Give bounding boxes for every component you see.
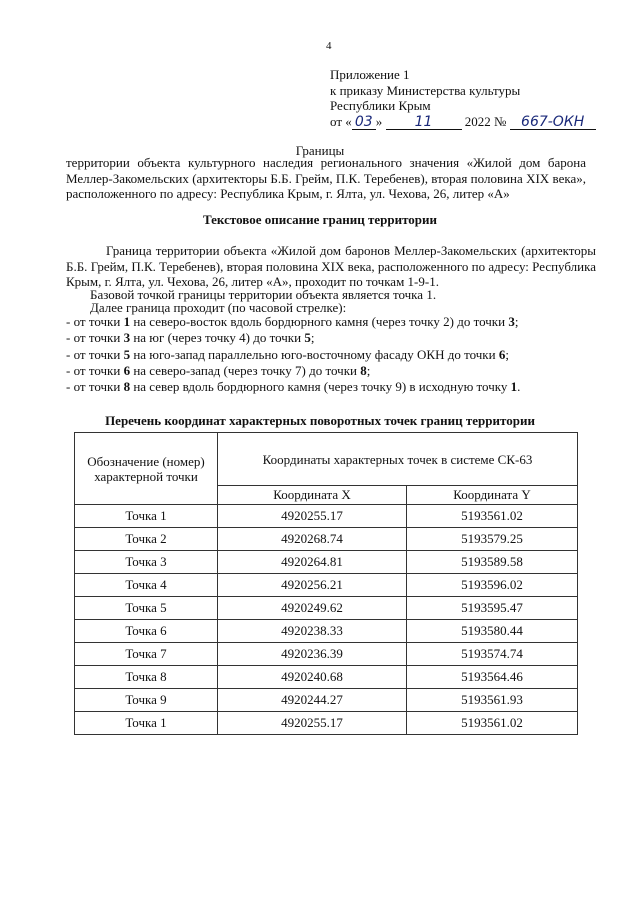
coordinate-x-cell: 4920236.39 — [218, 643, 407, 666]
coordinates-table — [74, 432, 578, 735]
coordinate-y-cell: 5193580.44 — [407, 620, 578, 643]
point-cell: Точка 9 — [75, 689, 218, 712]
list-item: - от точки 8 на север вдоль бордюрного камня (через точку 9) в исходную точку 1. — [66, 379, 521, 395]
coordinate-x-cell: 4920256.21 — [218, 574, 407, 597]
point-cell: Точка 3 — [75, 551, 218, 574]
page-number: 4 — [326, 40, 332, 52]
list-item: - от точки 3 на юг (через точку 4) до точки 5; — [66, 330, 315, 346]
coordinate-x-cell: 4920244.27 — [218, 689, 407, 712]
table-row — [75, 551, 578, 574]
date-mid: » — [375, 113, 383, 129]
list-item: - от точки 1 на северо-восток вдоль бордюрного камня (через точку 2) до точки 3; — [66, 314, 519, 329]
coordinate-y-cell: 5193561.02 — [407, 712, 578, 735]
coordinate-x-cell: 4920255.17 — [218, 505, 407, 528]
table-row — [75, 620, 578, 643]
coordinate-y-cell: 5193561.02 — [407, 505, 578, 528]
point-cell: Точка 6 — [75, 620, 218, 643]
table-row — [75, 574, 578, 597]
coordinate-y-cell: 5193595.47 — [407, 597, 578, 620]
coordinate-x-cell: 4920240.68 — [218, 666, 407, 689]
header-point-designation: Обозначение (номер) характерной точки — [75, 433, 218, 505]
appendix-line-1: Приложение 1 — [330, 67, 410, 82]
table-row — [75, 666, 578, 689]
appendix-line-3: Республики Крым — [330, 98, 431, 113]
document-subtitle: территории объекта культурного наследия регионального значения «Жилой дом барона Меллер-Закомельских (архитекторы Б.Б. Грейм, П.К. Теребенев), вторая половина XIX века», расположенного по адресу: Республика Крым, г. Ялта, ул. Чехова, 26, литер «А» — [66, 155, 586, 201]
coordinate-y-cell: 5193579.25 — [407, 528, 578, 551]
point-cell: Точка 8 — [75, 666, 218, 689]
table-row — [75, 689, 578, 712]
point-cell: Точка 5 — [75, 597, 218, 620]
order-number: 667-ОКН — [510, 115, 596, 130]
table-row — [75, 597, 578, 620]
list-item: - от точки 5 на юго-запад параллельно юго-восточному фасаду ОКН до точки 6; — [66, 346, 509, 362]
date-prefix: от « — [330, 113, 352, 129]
list-item: - от точки 6 на северо-запад (через точку 7) до точки 8; — [66, 362, 371, 378]
date-day: 03 — [352, 115, 376, 130]
coordinate-x-cell: 4920264.81 — [218, 551, 407, 574]
table-row — [75, 643, 578, 666]
point-cell: Точка 4 — [75, 574, 218, 597]
coordinate-y-cell: 5193574.74 — [407, 643, 578, 666]
document-title: Границы — [295, 143, 345, 158]
boundary-paragraph: Граница территории объекта «Жилой дом баронов Меллер-Закомельских (архитекторы Б.Б. Грейм, П.К. Теребенев), вторая половина XIX века, расположенного по адресу: Республика Крым, г. Ялта, ул. Чехова, 26, литер «А», проходит по точкам 1-9-1. — [66, 243, 596, 289]
date-year-number: 2022 № — [464, 113, 507, 129]
coordinate-y-cell: 5193589.58 — [407, 551, 578, 574]
appendix-date-line — [330, 114, 596, 130]
point-cell: Точка 7 — [75, 643, 218, 666]
table-row — [75, 528, 578, 551]
header-coordinate-y: Координата Y — [407, 486, 578, 505]
base-point-paragraph: Базовой точкой границы территории объекта является точка 1. — [90, 287, 437, 302]
coordinate-x-cell: 4920255.17 — [218, 712, 407, 735]
coordinate-y-cell: 5193564.46 — [407, 666, 578, 689]
coordinate-y-cell: 5193561.93 — [407, 689, 578, 712]
text-description-heading: Текстовое описание границ территории — [202, 212, 438, 227]
header-coordinate-x: Координата X — [218, 486, 407, 505]
coordinate-x-cell: 4920268.74 — [218, 528, 407, 551]
coordinate-x-cell: 4920249.62 — [218, 597, 407, 620]
point-cell: Точка 1 — [75, 712, 218, 735]
direction-paragraph: Далее граница проходит (по часовой стрелке): — [90, 300, 347, 315]
point-cell: Точка 1 — [75, 505, 218, 528]
coordinate-x-cell: 4920238.33 — [218, 620, 407, 643]
appendix-line-2: к приказу Министерства культуры — [330, 82, 521, 98]
route-list — [66, 314, 520, 395]
header-coordinate-system: Координаты характерных точек в системе СК-63 — [218, 433, 578, 486]
appendix-block — [330, 67, 596, 130]
coordinate-y-cell: 5193596.02 — [407, 574, 578, 597]
date-month: 11 — [386, 115, 462, 130]
table-row — [75, 712, 578, 735]
point-cell: Точка 2 — [75, 528, 218, 551]
coordinates-table-heading: Перечень координат характерных поворотных точек границ территории — [105, 413, 535, 428]
table-row — [75, 505, 578, 528]
